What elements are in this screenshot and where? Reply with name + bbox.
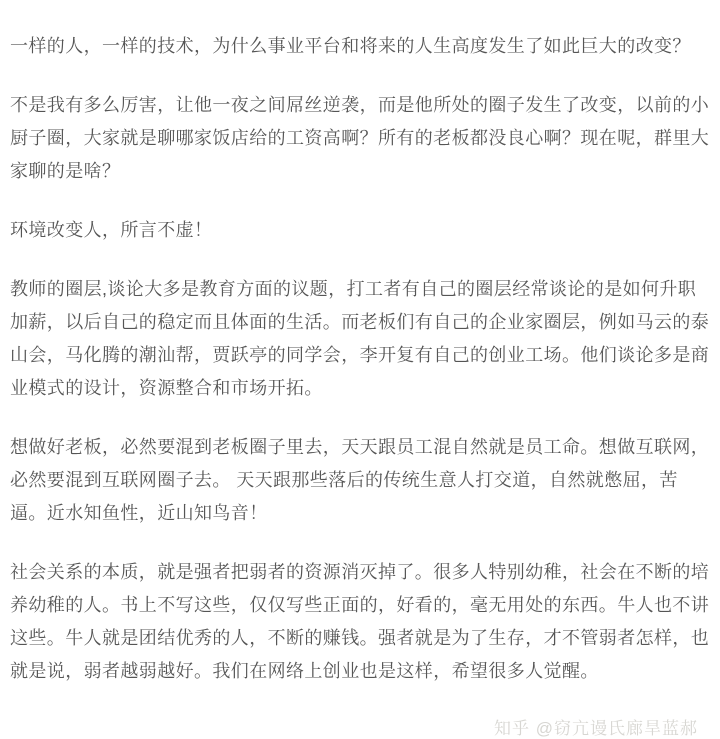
paragraph-6: 社会关系的本质，就是强者把弱者的资源消灭掉了。很多人特别幼稚，社会在不断的培养幼稚的人。书上不写这些，仅仅写些正面的，好看的，毫无用处的东西。牛人也不讲这些。牛人就是团结优秀的人，不断的赚钱。强者就是为了生存，才不管弱者怎样，也就是说，弱者越弱越好。我们在网络上创业也是这样，希望很多人觉醒。	[10, 562, 710, 681]
paragraph-5: 想做好老板，必然要混到老板圈子里去，天天跟员工混自然就是员工命。想做互联网，必然要混到互联网圈子去。 天天跟那些落后的传统生意人打交道，自然就憋屈，苦逼。近水知鱼性，近山知鸟音！	[10, 437, 710, 523]
paragraph-4: 教师的圈层,谈论大多是教育方面的议题，打工者有自己的圈层经常谈论的是如何升职加薪，以后自己的稳定而且体面的生活。而老板们有自己的企业家圈层，例如马云的泰山会，马化腾的潮汕帮，贾跃亭的同学会，李开复有自己的创业工场。他们谈论多是商业模式的设计，资源整合和市场开拓。	[10, 279, 710, 398]
zhihu-watermark: 知乎 @窃亢谩氏廊旱蓝郝	[494, 719, 698, 738]
paragraph-1: 一样的人，一样的技术，为什么事业平台和将来的人生高度发生了如此巨大的改变？	[10, 36, 691, 56]
paragraph-3: 环境改变人，所言不虚！	[10, 220, 213, 240]
paragraph-2: 不是我有多么厉害，让他一夜之间屌丝逆袭，而是他所处的圈子发生了改变，以前的小厨子圈，大家就是聊哪家饭店给的工资高啊？所有的老板都没良心啊？现在呢，群里大家聊的是啥？	[10, 95, 710, 181]
